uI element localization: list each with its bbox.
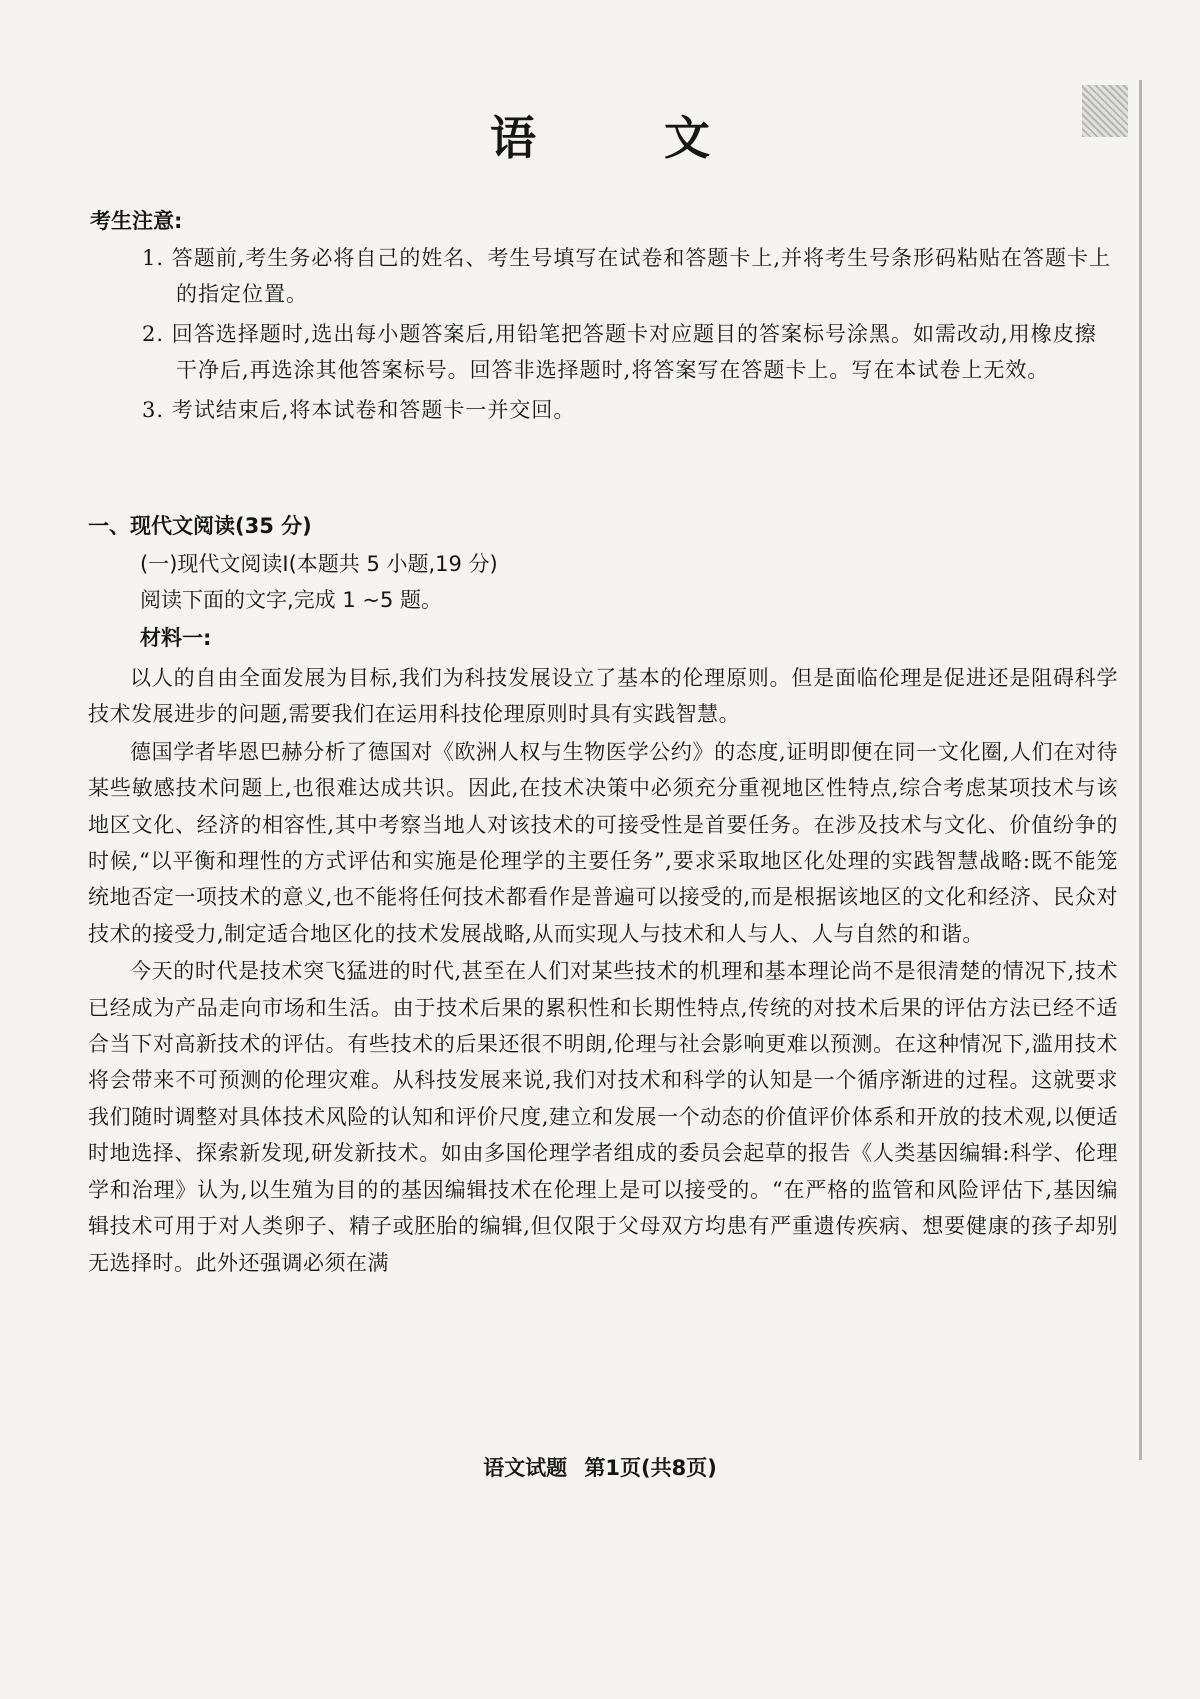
passage-paragraph-3: 今天的时代是技术突飞猛进的时代,甚至在人们对某些技术的机理和基本理论尚不是很清楚的情况下,技术已经成为产品走向市场和生活。由于技术后果的累积性和长期性特点,传统的对技术后果的评估方法已经不适合当下对高新技术的评估。有些技术的后果还很不明朗,伦理与社会影响更难以预测。在这种情况下,滥用技术将会带来不可预测的伦理灾难。从科技发展来说,我们对技术和科学的认知是一个循序渐进的过程。这就要求我们随时调整对具体技术风险的认知和评价尺度,建立和发展一个动态的价值评价体系和开放的技术观,以便适时地选择、探索新发现,研发新技术。如由多国伦理学者组成的委员会起草的报告《人类基因编辑:科学、伦理学和治理》认为,以生殖为目的的基因编辑技术在伦理上是可以接受的。“在严格的监管和风险评估下,基因编辑技术可用于对人类卵子、精子或胚胎的编辑,但仅限于父母双方均患有严重遗传疾病、想要健康的孩子却别无选择时。此外还强调必须在满 xyxy=(88,959,1118,1275)
notice-item-2: 2. 回答选择题时,选出每小题答案后,用铅笔把答题卡对应题目的答案标号涂黑。如需改动,用橡皮擦干净后,再选涂其他答案标号。回答非选择题时,将答案写在答题卡上。写在本试卷上无效。 xyxy=(142,322,1097,382)
notice-heading: 考生注意: xyxy=(90,209,183,233)
notice-item-1: 1. 答题前,考生务必将自己的姓名、考生号填写在试卷和答题卡上,并将考生号条形码粘贴在答题卡上的指定位置。 xyxy=(142,246,1112,306)
notice-item-3: 3. 考试结束后,将本试卷和答题卡一并交回。 xyxy=(142,398,576,422)
passage-paragraph-2: 德国学者毕恩巴赫分析了德国对《欧洲人权与生物医学公约》的态度,证明即便在同一文化圈,人们在对待某些敏感技术问题上,也很难达成共识。因此,在技术决策中必须充分重视地区性特点,综合考虑某项技术与该地区文化、经济的相容性,其中考察当地人对该技术的可接受性是首要任务。在涉及技术与文化、价值纷争的时候,“以平衡和理性的方式评估和实施是伦理学的主要任务”,要求采取地区化处理的实践智慧战略:既不能笼统地否定一项技术的意义,也不能将任何技术都看作是普遍可以接受的,而是根据该地区的文化和经济、民众对技术的接受力,制定适合地区化的技术发展战略,从而实现人与技术和人与人、人与自然的和谐。 xyxy=(88,739,1118,946)
reading-instruction: 阅读下面的文字,完成 1 ~5 题。 xyxy=(140,588,443,612)
scan-edge-line xyxy=(1139,80,1142,1460)
notice-list xyxy=(142,240,1117,432)
passage-paragraph-1: 以人的自由全面发展为目标,我们为科技发展设立了基本的伦理原则。但是面临伦理是促进还是阻碍科学技术发展进步的问题,需要我们在运用科技伦理原则时具有实践智慧。 xyxy=(88,666,1118,727)
subsection-title: (一)现代文阅读Ⅰ(本题共 5 小题,19 分) xyxy=(140,552,498,576)
reading-passage xyxy=(88,660,1118,1282)
section-title: 一、现代文阅读(35 分) xyxy=(88,514,312,538)
page-footer: 语文试题 第1页(共8页) xyxy=(483,1456,717,1480)
material-label: 材料一: xyxy=(140,626,212,650)
page-title: 语 文 xyxy=(489,111,766,165)
